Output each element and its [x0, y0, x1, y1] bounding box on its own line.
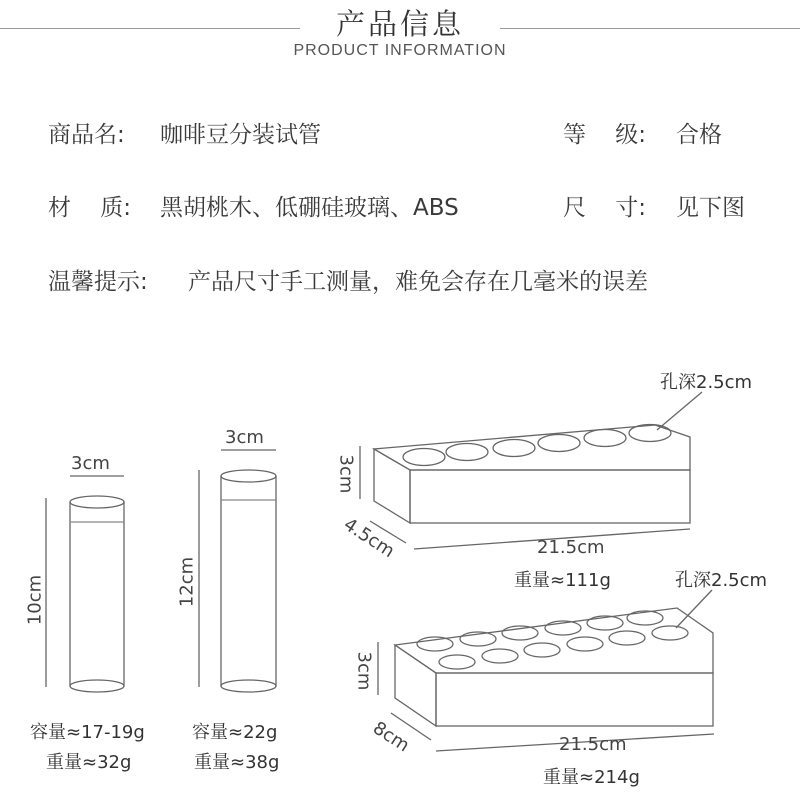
six-rack-hole	[446, 444, 488, 461]
small-tube-bottom	[70, 680, 124, 692]
six-rack-length-label: 21.5cm	[537, 537, 605, 558]
small-tube-weight: 重量≈32g	[46, 752, 132, 773]
twelve-rack-hole-depth: 孔深2.5cm	[675, 570, 768, 591]
twelve-rack-side-face	[395, 645, 436, 726]
page-title: 产品信息	[335, 7, 464, 41]
small-tube-height-label: 10cm	[24, 574, 46, 626]
small-tube-capacity: 容量≈17-19g	[30, 722, 145, 743]
large-tube-drawing	[199, 450, 276, 692]
twelve-rack-hole	[627, 611, 663, 625]
six-rack-top-face	[374, 425, 690, 470]
page-subtitle: PRODUCT INFORMATION	[293, 42, 507, 59]
twelve-rack-depth-label: 8cm	[368, 717, 414, 757]
small-tube-width-label: 3cm	[71, 453, 110, 474]
six-rack-height-label: 3cm	[335, 454, 357, 494]
large-tube-top-rim	[221, 470, 276, 482]
twelve-rack-hole	[482, 649, 518, 663]
grade-value: 合格	[676, 122, 722, 148]
twelve-rack-hole	[567, 637, 603, 651]
twelve-rack-hole-leader	[676, 590, 712, 628]
size-value: 见下图	[676, 195, 745, 221]
large-tube-height-label: 12cm	[176, 556, 198, 608]
twelve-rack-front-face	[436, 673, 713, 726]
small-tube-drawing	[46, 476, 124, 692]
twelve-hole-rack-drawing	[378, 590, 714, 751]
large-tube-width-label: 3cm	[225, 427, 264, 448]
twelve-rack-height-label: 3cm	[353, 651, 375, 691]
six-hole-rack-drawing	[360, 392, 702, 549]
material-value: 黑胡桃木、低硼硅玻璃、ABS	[160, 195, 459, 221]
twelve-rack-top-face	[395, 608, 713, 673]
small-tube-top-rim	[70, 496, 124, 508]
twelve-rack-hole	[609, 631, 645, 645]
twelve-rack-hole	[524, 643, 560, 657]
six-rack-hole-leader	[657, 392, 702, 430]
six-rack-front-face	[410, 470, 690, 523]
six-rack-hole-depth: 孔深2.5cm	[660, 372, 753, 393]
tip-label: 温馨提示:	[48, 269, 148, 295]
twelve-rack-weight: 重量≈214g	[543, 767, 640, 788]
twelve-rack-length-label: 21.5cm	[559, 734, 627, 755]
six-rack-hole	[629, 425, 671, 442]
six-rack-hole	[584, 430, 626, 447]
size-label: 尺 寸:	[563, 195, 646, 221]
large-tube-bottom	[221, 680, 276, 692]
six-rack-depth-label: 4.5cm	[339, 513, 399, 563]
twelve-rack-hole	[652, 626, 688, 640]
twelve-rack-hole	[439, 655, 475, 669]
material-label: 材 质:	[48, 195, 131, 221]
product-name-label: 商品名:	[48, 122, 125, 148]
six-rack-hole	[403, 449, 445, 466]
six-rack-weight: 重量≈111g	[514, 570, 611, 591]
tip-value: 产品尺寸手工测量，难免会存在几毫米的误差	[188, 269, 648, 295]
large-tube-capacity: 容量≈22g	[192, 722, 278, 743]
six-rack-hole	[493, 440, 535, 457]
grade-label: 等 级:	[563, 122, 646, 148]
large-tube-weight: 重量≈38g	[194, 752, 280, 773]
six-rack-hole	[538, 435, 580, 452]
product-name-value: 咖啡豆分装试管	[160, 122, 321, 148]
